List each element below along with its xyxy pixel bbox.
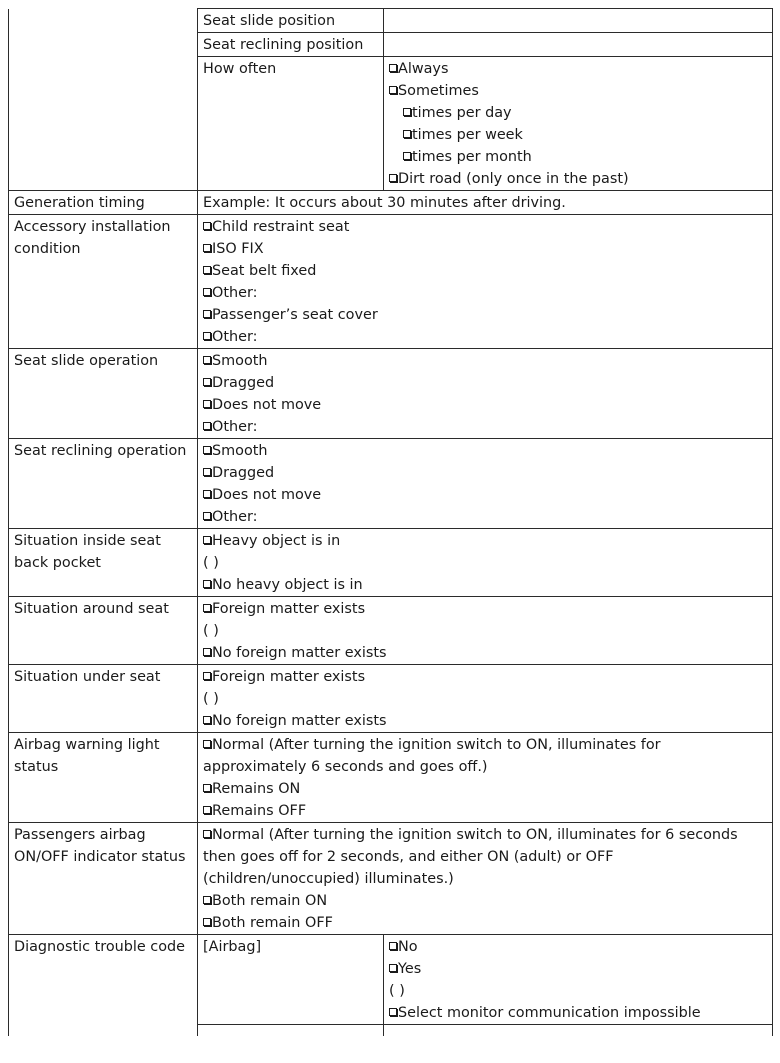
row-airbag-warning-light xyxy=(9,733,773,823)
option-foreign-matter-exists[interactable]: Foreign matter exists xyxy=(203,598,767,620)
seat-back-pocket-options xyxy=(198,529,773,597)
accessory-installation-options xyxy=(198,215,773,349)
seat-reclining-operation-options xyxy=(198,439,773,529)
row-generation-timing xyxy=(9,191,773,215)
checkbox-icon[interactable] xyxy=(203,784,211,792)
how-often-label: How often xyxy=(198,57,384,191)
checkbox-icon[interactable] xyxy=(203,806,211,814)
option-times-per-day[interactable]: times per day xyxy=(389,102,767,124)
checkbox-icon[interactable] xyxy=(203,446,211,454)
paren-blank[interactable]: ( ) xyxy=(203,555,219,571)
option-dirt-road[interactable]: Dirt road (only once in the past) xyxy=(389,168,767,190)
airbag-warning-light-label: Airbag warning light status xyxy=(9,733,198,823)
around-seat-options xyxy=(198,597,773,665)
option-remains-off[interactable]: Remains OFF xyxy=(203,800,767,822)
option-always[interactable]: Always xyxy=(389,58,767,80)
option-smooth[interactable]: Smooth xyxy=(203,350,767,372)
diagnostic-trouble-code-label: Diagnostic trouble code xyxy=(9,935,198,1037)
how-often-options xyxy=(384,57,773,191)
row-under-seat xyxy=(9,665,773,733)
generation-timing-value: Example: It occurs about 30 minutes after driving. xyxy=(198,191,773,215)
checkbox-icon[interactable] xyxy=(203,648,211,656)
option-passenger-seat-cover[interactable]: Passenger’s seat cover xyxy=(203,304,767,326)
option-remains-on[interactable]: Remains ON xyxy=(203,778,767,800)
checkbox-icon[interactable] xyxy=(403,108,411,116)
checkbox-icon[interactable] xyxy=(203,830,211,838)
under-seat-options xyxy=(198,665,773,733)
option-no-heavy-object[interactable]: No heavy object is in xyxy=(203,574,767,596)
checkbox-icon[interactable] xyxy=(203,918,211,926)
paren-blank[interactable]: ( ) xyxy=(203,623,219,639)
checkbox-icon[interactable] xyxy=(203,310,211,318)
row-passenger-airbag-indicator xyxy=(9,823,773,935)
option-normal[interactable]: Normal (After turning the ignition switch to ON, illuminates for approximately 6 seconds and goes off.) xyxy=(203,737,661,775)
row-seat-slide-position xyxy=(9,9,773,33)
option-other[interactable]: Other: xyxy=(203,282,767,304)
dtc-options-blank xyxy=(384,1025,773,1037)
checkbox-icon[interactable] xyxy=(203,244,211,252)
row-seat-slide-operation xyxy=(9,349,773,439)
checkbox-icon[interactable] xyxy=(389,174,397,182)
seat-slide-position-value[interactable] xyxy=(384,9,773,33)
checkbox-icon[interactable] xyxy=(203,378,211,386)
checkbox-icon[interactable] xyxy=(203,672,211,680)
seat-slide-operation-options xyxy=(198,349,773,439)
option-other[interactable]: Other: xyxy=(203,506,767,528)
option-normal[interactable]: Normal (After turning the ignition switch to ON, illuminates for 6 seconds then goes off for 2 seconds, and either ON (adult) or OFF (children/unoccupied) illuminates.) xyxy=(203,827,738,887)
option-child-restraint-seat[interactable]: Child restraint seat xyxy=(203,216,767,238)
option-times-per-month[interactable]: times per month xyxy=(389,146,767,168)
option-smooth[interactable]: Smooth xyxy=(203,440,767,462)
checkbox-icon[interactable] xyxy=(203,422,211,430)
checkbox-icon[interactable] xyxy=(203,356,211,364)
option-foreign-matter-exists[interactable]: Foreign matter exists xyxy=(203,666,767,688)
checkbox-icon[interactable] xyxy=(389,1008,397,1016)
option-both-remain-off[interactable]: Both remain OFF xyxy=(203,912,767,934)
row-seat-back-pocket xyxy=(9,529,773,597)
around-seat-label: Situation around seat xyxy=(9,597,198,665)
checkbox-icon[interactable] xyxy=(389,64,397,72)
row-around-seat xyxy=(9,597,773,665)
checkbox-icon[interactable] xyxy=(203,896,211,904)
checkbox-icon[interactable] xyxy=(389,86,397,94)
dtc-system-blank xyxy=(198,1025,384,1037)
option-iso-fix[interactable]: ISO FIX xyxy=(203,238,767,260)
checkbox-icon[interactable] xyxy=(203,490,211,498)
option-yes[interactable]: Yes xyxy=(389,958,767,980)
option-dragged[interactable]: Dragged xyxy=(203,462,767,484)
passenger-airbag-indicator-options xyxy=(198,823,773,935)
seat-slide-operation-label: Seat slide operation xyxy=(9,349,198,439)
accessory-installation-label: Accessory installation condition xyxy=(9,215,198,349)
checkbox-icon[interactable] xyxy=(203,536,211,544)
paren-blank[interactable]: ( ) xyxy=(389,983,405,999)
seat-reclining-operation-label: Seat reclining operation xyxy=(9,439,198,529)
checkbox-icon[interactable] xyxy=(203,266,211,274)
inspection-form-table xyxy=(8,8,773,1036)
option-seat-belt-fixed[interactable]: Seat belt fixed xyxy=(203,260,767,282)
option-no-foreign-matter[interactable]: No foreign matter exists xyxy=(203,710,767,732)
checkbox-icon[interactable] xyxy=(403,130,411,138)
checkbox-icon[interactable] xyxy=(203,400,211,408)
checkbox-icon[interactable] xyxy=(203,740,211,748)
checkbox-icon[interactable] xyxy=(203,512,211,520)
generation-timing-label: Generation timing xyxy=(9,191,198,215)
row-seat-reclining-operation xyxy=(9,439,773,529)
row-diagnostic-trouble-code xyxy=(9,935,773,1025)
option-times-per-week[interactable]: times per week xyxy=(389,124,767,146)
dtc-options xyxy=(384,935,773,1025)
checkbox-icon[interactable] xyxy=(203,332,211,340)
checkbox-icon[interactable] xyxy=(389,942,397,950)
seat-slide-position-label: Seat slide position xyxy=(198,9,384,33)
checkbox-icon[interactable] xyxy=(403,152,411,160)
checkbox-icon[interactable] xyxy=(389,964,397,972)
seat-back-pocket-label: Situation inside seat back pocket xyxy=(9,529,198,597)
option-does-not-move[interactable]: Does not move xyxy=(203,484,767,506)
under-seat-label: Situation under seat xyxy=(9,665,198,733)
checkbox-icon[interactable] xyxy=(203,716,211,724)
checkbox-icon[interactable] xyxy=(203,288,211,296)
paren-blank[interactable]: ( ) xyxy=(203,691,219,707)
dtc-system-airbag: [Airbag] xyxy=(198,935,384,1025)
airbag-warning-light-options xyxy=(198,733,773,823)
passenger-airbag-indicator-label: Passengers airbag ON/OFF indicator status xyxy=(9,823,198,935)
option-sometimes[interactable]: Sometimes xyxy=(389,80,767,102)
option-does-not-move[interactable]: Does not move xyxy=(203,394,767,416)
option-no-foreign-matter[interactable]: No foreign matter exists xyxy=(203,642,767,664)
checkbox-icon[interactable] xyxy=(203,468,211,476)
option-dragged[interactable]: Dragged xyxy=(203,372,767,394)
checkbox-icon[interactable] xyxy=(203,580,211,588)
blank-label-cell xyxy=(9,9,198,191)
seat-reclining-position-value[interactable] xyxy=(384,33,773,57)
checkbox-icon[interactable] xyxy=(203,222,211,230)
option-heavy-object-in[interactable]: Heavy object is in xyxy=(203,530,767,552)
seat-reclining-position-label: Seat reclining position xyxy=(198,33,384,57)
option-communication-impossible[interactable]: Select monitor communication impossible xyxy=(389,1002,767,1024)
checkbox-icon[interactable] xyxy=(203,604,211,612)
option-no[interactable]: No xyxy=(389,936,767,958)
option-other[interactable]: Other: xyxy=(203,416,767,438)
row-accessory-installation xyxy=(9,215,773,349)
option-both-remain-on[interactable]: Both remain ON xyxy=(203,890,767,912)
option-other[interactable]: Other: xyxy=(203,326,767,348)
